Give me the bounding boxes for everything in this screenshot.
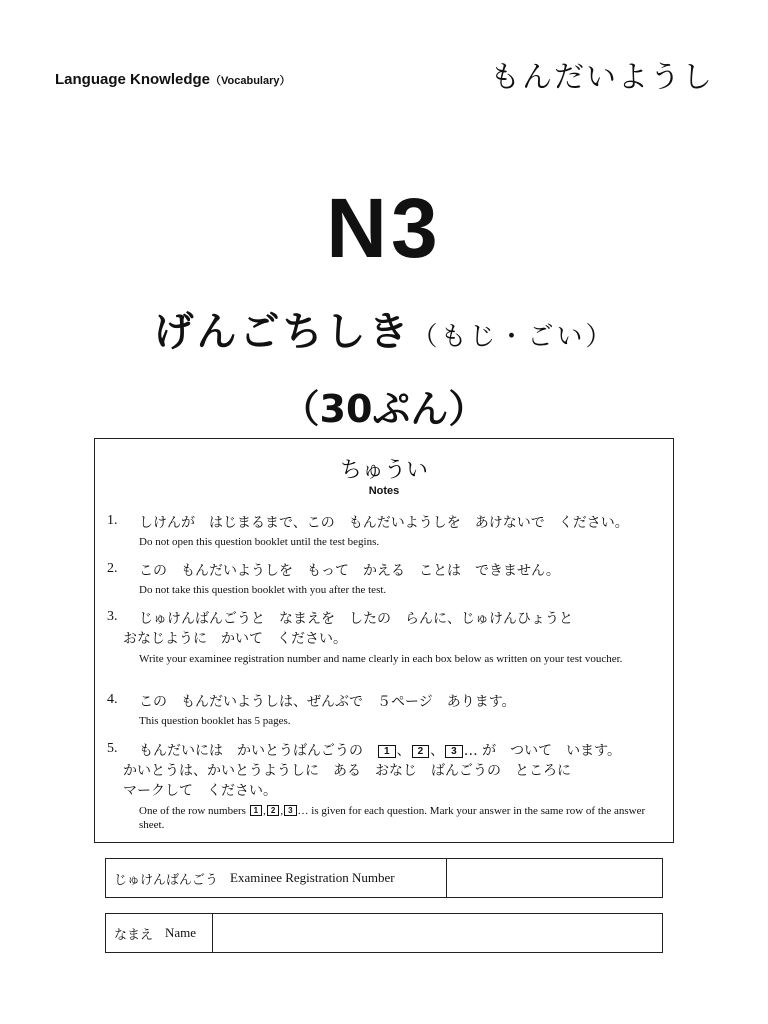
registration-label-en: Examinee Registration Number (230, 870, 395, 885)
note-text-en-post: … is given for each question. Mark your answer in the same row of the answer sheet. (139, 805, 646, 831)
separator: , (263, 805, 266, 817)
note-text-en: Write your examinee registration number and name clearly in each box below as written on your test voucher. (139, 653, 623, 665)
note-number: 1. (107, 513, 118, 528)
subject-title (0, 300, 768, 357)
notes-title-jp: ちゅうい (339, 458, 428, 483)
section-subtitle-en: （Vocabulary） (210, 75, 291, 87)
note-text-jp: じゅけんばんごうと なまえを したの らんに、じゅけんひょうと (139, 611, 573, 627)
subject-detail: （もじ・ごい） (411, 322, 615, 352)
section-title-en: Language Knowledge (55, 71, 211, 88)
level-title: N3 (326, 181, 442, 275)
test-duration: （30ぷん） (281, 387, 487, 431)
note-text-en-pre: One of the row numbers (139, 805, 246, 817)
subject-name: げんごちしき (153, 309, 412, 355)
name-label (106, 914, 213, 952)
note-number: 4. (107, 692, 118, 707)
note-number: 5. (107, 741, 118, 756)
name-label-en: Name (165, 925, 197, 940)
answer-number-box-3: 3 (284, 805, 296, 816)
separator: 、 (396, 743, 411, 759)
registration-number-label (106, 859, 447, 897)
separator: 、 (430, 743, 445, 759)
separator: , (280, 805, 284, 817)
notes-title-en: Notes (368, 485, 400, 497)
note-text-jp-pre: もんだいには かいとうばんごうの (139, 743, 363, 759)
name-input[interactable] (213, 914, 662, 952)
note-text-jp: この もんだいようしを もって かえる ことは できません。 (139, 563, 560, 579)
registration-number-field (105, 858, 663, 898)
note-number: 3. (107, 609, 118, 624)
note-text-en: Do not open this question booklet until the test begins. (139, 536, 380, 548)
note-text-en: Do not take this question booklet with you after the test. (139, 584, 387, 596)
answer-number-box-2: 2 (412, 745, 430, 758)
booklet-title: もんだいようし (490, 60, 714, 95)
note-text-jp-post: … が ついて います。 (463, 743, 622, 759)
name-field (105, 913, 663, 953)
note-text-jp: この もんだいようしは、ぜんぶで ５ページ あります。 (139, 694, 516, 710)
answer-number-box-1: 1 (250, 805, 262, 816)
name-label-jp: なまえ (114, 926, 154, 942)
note-text-jp-cont: かいとうは、かいとうようしに ある おなじ ばんごうの ところに (123, 763, 571, 779)
note-text-jp-cont: おなじように かいて ください。 (123, 631, 347, 647)
note-text-jp: しけんが はじまるまで、この もんだいようしを あけないで ください。 (139, 515, 629, 531)
note-text-jp-cont2: マークして ください。 (123, 783, 277, 799)
answer-number-box-1: 1 (378, 745, 396, 758)
answer-number-box-2: 2 (267, 805, 279, 816)
note-number: 2. (107, 561, 118, 576)
registration-number-input[interactable] (447, 859, 662, 897)
registration-label-jp: じゅけんばんごう (114, 871, 219, 887)
note-text-en: This question booklet has 5 pages. (139, 715, 291, 727)
note-text-jp (139, 741, 621, 761)
header-section-title (55, 71, 291, 88)
note-text-en (139, 804, 649, 832)
notes-box (94, 438, 674, 843)
answer-number-box-3: 3 (445, 745, 463, 758)
